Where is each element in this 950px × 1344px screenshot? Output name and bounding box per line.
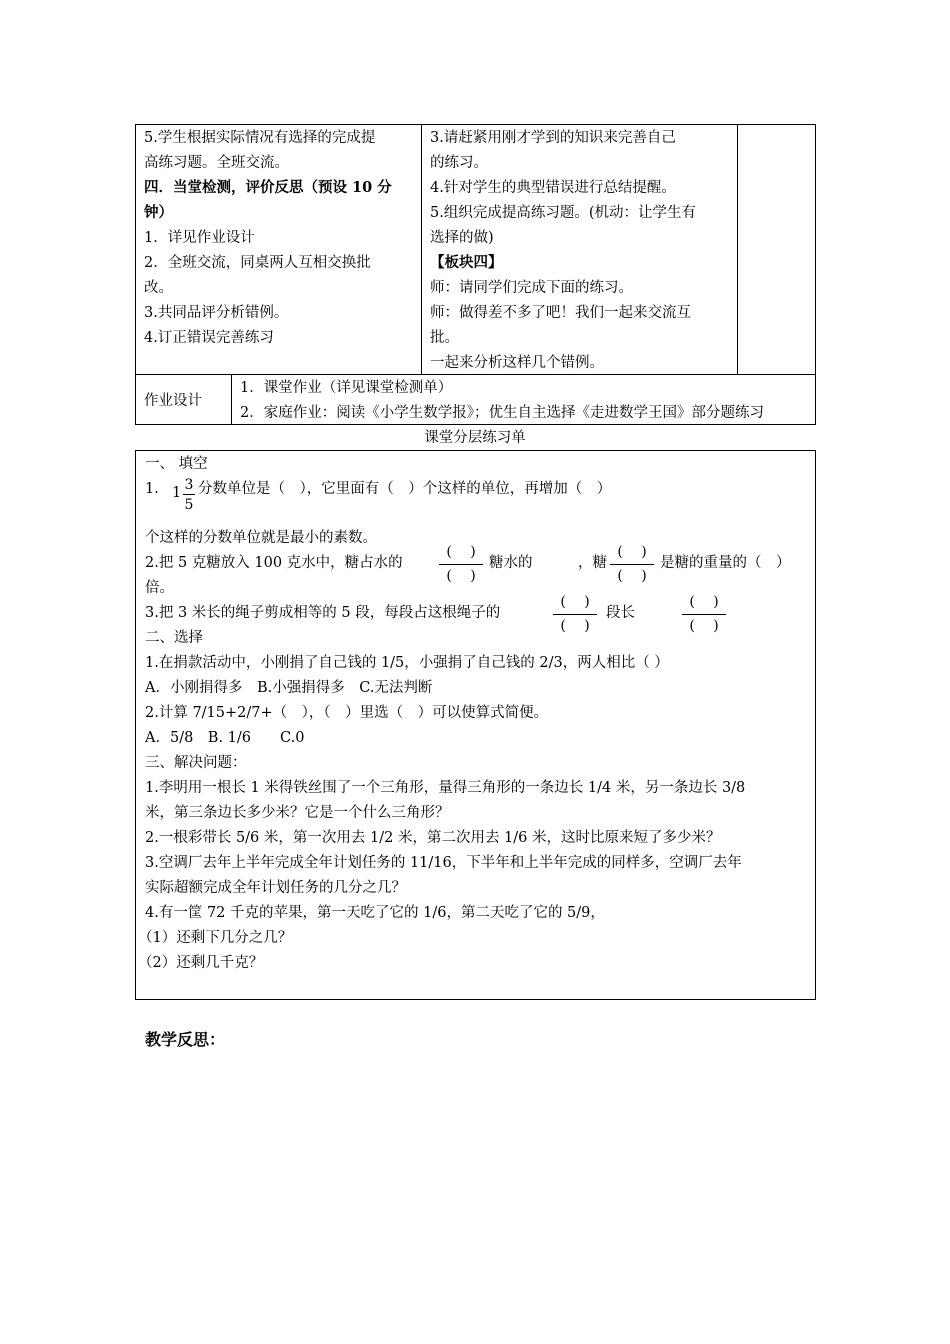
solve-q3-line-2: 实际超额完成全年计划任务的几分之几？ <box>145 880 406 896</box>
choice-q1-options: A．小刚捐得多 B.小强捐得多 C.无法判断 <box>145 680 433 696</box>
table-border-top <box>135 124 816 125</box>
table-border-left <box>135 124 136 425</box>
table-border-col1 <box>421 124 422 375</box>
q2-blank-1-numerator: ( ) <box>446 544 476 560</box>
q3-text-a: 3.把 3 米长的绳子剪成相等的 5 段，每段占这根绳子的 <box>145 605 501 621</box>
choice-q2-options: A．5/8 B. 1/6 C.0 <box>145 730 305 746</box>
mid-line-1: 3.请赶紧用刚才学到的知识来完善自己 <box>430 130 676 146</box>
homework-item-2: 2．家庭作业：阅读《小学生数学报》；优生自主选择《走进数学王国》部分题练习 <box>240 405 764 421</box>
mid-line-4: 5.组织完成提高练习题。(机动：让学生有 <box>430 205 696 221</box>
q3-blank-2-bar <box>682 614 726 615</box>
q1-mixed-whole: 1 <box>172 485 182 501</box>
q2-text-a: 2.把 5 克糖放入 100 克水中，糖占水的 <box>145 555 403 571</box>
solve-q2: 2.一根彩带长 5/6 米，第一次用去 1/2 米，第二次用去 1/6 米，这时比原来短了多少米？ <box>145 830 721 846</box>
homework-label: 作业设计 <box>144 393 202 409</box>
q3-blank-fraction-2 <box>680 593 728 635</box>
section-solve-title: 三、解决问题： <box>145 755 247 771</box>
q2-text-c: ，糖 <box>578 555 607 571</box>
mid-line-7: 师：请同学们完成下面的练习。 <box>430 280 633 296</box>
q1-fraction-denominator: 5 <box>184 497 194 513</box>
section-choice-title: 二、选择 <box>145 630 203 646</box>
solve-q3-line-1: 3.空调厂去年上半年完成全年计划任务的 11/16，下半年和上半年完成的同样多，空调厂去年 <box>145 855 742 871</box>
q1-number: 1. <box>145 481 159 497</box>
q2-blank-1-bar <box>439 564 483 565</box>
table-border-homework <box>231 374 232 425</box>
q2-text-b: 糖水的 <box>489 555 533 571</box>
table-border-col2 <box>737 124 738 375</box>
left-line-6: 2．全班交流，同桌两人互相交换批 <box>144 255 371 271</box>
q3-blank-1-bar <box>553 614 597 615</box>
q2-text-d: 是糖的重量的（ ） <box>660 555 791 571</box>
table-border-bottom <box>135 424 816 425</box>
left-line-8: 3.共同品评分析错例。 <box>144 305 289 321</box>
mid-line-8: 师：做得差不多了吧！我们一起来交流互 <box>430 305 691 321</box>
solve-q1-line-1: 1.李明用一根长 1 米得铁丝围了一个三角形，量得三角形的一条边长 1/4 米，另一条边长 3/8 <box>145 780 746 796</box>
left-line-5: 1．详见作业设计 <box>144 230 255 246</box>
teaching-reflection-label: 教学反思： <box>145 1030 226 1049</box>
worksheet-title: 课堂分层练习单 <box>424 430 526 446</box>
left-line-4: 钟） <box>144 204 173 221</box>
q1-fraction-bar <box>183 494 195 495</box>
q3-blank-fraction-1 <box>551 593 599 635</box>
q3-blank-1-denominator: ( ) <box>560 618 590 634</box>
left-line-2: 高练习题。全班交流。 <box>144 155 289 171</box>
q3-text-b: 段长 <box>606 605 635 621</box>
mid-line-6: 【板块四】 <box>430 254 503 271</box>
homework-item-1: 1．课堂作业（详见课堂检测单） <box>240 380 453 396</box>
q2-blank-1-denominator: ( ) <box>446 568 476 584</box>
left-line-7: 改。 <box>144 280 173 296</box>
mid-line-5: 选择的做) <box>430 230 494 246</box>
q3-blank-2-numerator: ( ) <box>689 594 719 610</box>
left-line-1: 5.学生根据实际情况有选择的完成提 <box>144 130 376 146</box>
q1-text: 分数单位是（ ），它里面有（ ）个这样的单位，再增加（ ） <box>198 481 612 497</box>
mid-line-9: 批。 <box>430 330 459 346</box>
solve-q4: 4.有一筐 72 千克的苹果，第一天吃了它的 1/6，第二天吃了它的 5/9， <box>145 905 605 921</box>
choice-q1: 1.在捐款活动中，小刚捐了自己钱的 1/5，小强捐了自己钱的 2/3，两人相比（ ） <box>145 655 669 671</box>
q2-blank-fraction-2 <box>608 543 656 585</box>
solve-q4-part-2: （2）还剩几千克？ <box>138 955 264 971</box>
q1-fraction-numerator: 3 <box>184 477 194 493</box>
left-line-9: 4.订正错误完善练习 <box>144 330 274 346</box>
mid-line-10: 一起来分析这样几个错例。 <box>430 355 604 371</box>
solve-q1-line-2: 米，第三条边长多少米？它是一个什么三角形？ <box>145 805 450 821</box>
q3-blank-2-denominator: ( ) <box>689 618 719 634</box>
mid-line-2: 的练习。 <box>430 155 488 171</box>
q2-blank-fraction-1 <box>437 543 485 585</box>
q1-continued: 个这样的分数单位就是最小的素数。 <box>145 530 377 546</box>
table-border-right <box>815 124 816 425</box>
left-line-3: 四．当堂检测，评价反思（预设 10 分 <box>144 179 392 196</box>
q2-blank-2-denominator: ( ) <box>617 568 647 584</box>
solve-q4-part-1: （1）还剩下几分之几？ <box>138 930 293 946</box>
q3-blank-1-numerator: ( ) <box>560 594 590 610</box>
q2-blank-2-bar <box>610 564 654 565</box>
choice-q2: 2.计算 7/15+2/7+（ ），（ ）里选（ ）可以使算式简便。 <box>145 705 549 721</box>
q2-text-e: 倍。 <box>145 580 174 596</box>
mid-line-3: 4.针对学生的典型错误进行总结提醒。 <box>430 180 676 196</box>
table-border-row-divider <box>135 374 816 375</box>
q2-blank-2-numerator: ( ) <box>617 544 647 560</box>
q1-mixed-fraction <box>182 476 196 514</box>
section-fill-blank-title: 一、 填空 <box>145 456 208 472</box>
